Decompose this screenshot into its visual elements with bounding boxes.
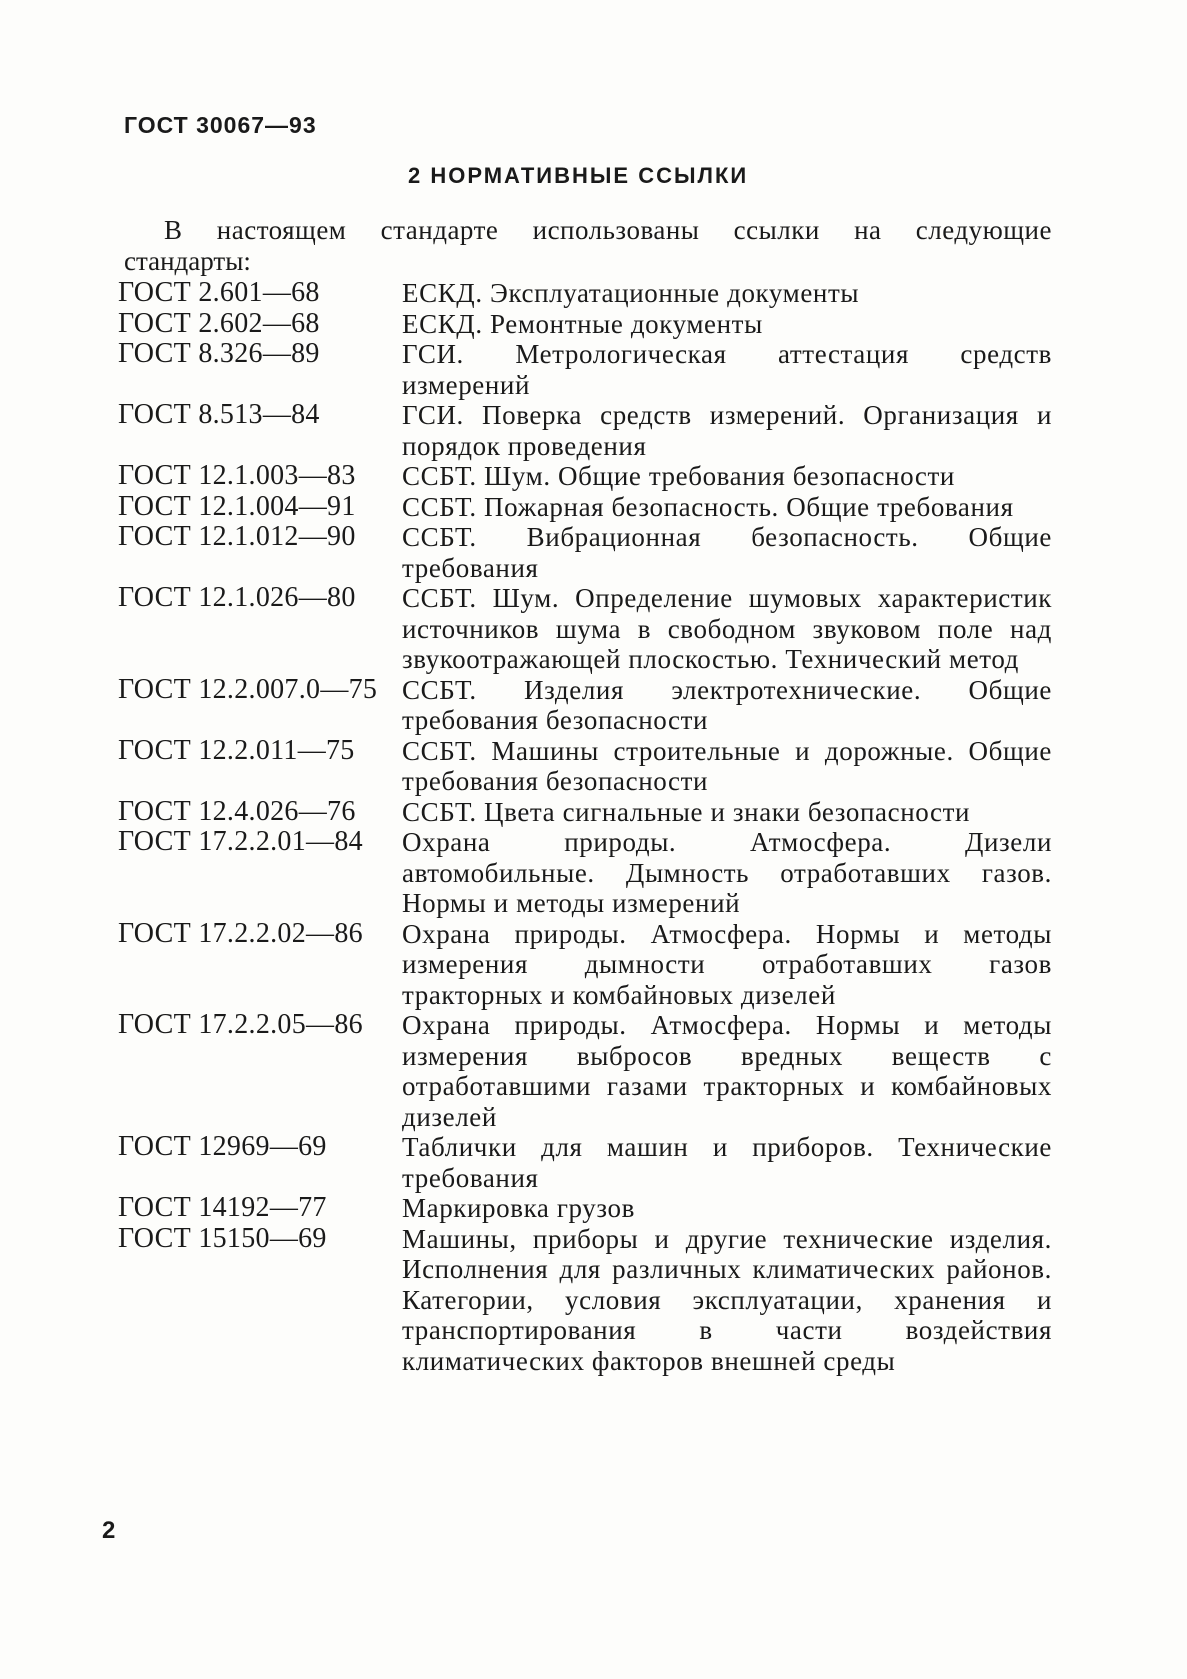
reference-row — [118, 461, 1058, 492]
reference-code: ГОСТ 12.4.026—76 — [118, 795, 356, 827]
reference-code: ГОСТ 15150—69 — [118, 1222, 327, 1254]
reference-code: ГОСТ 12.2.011—75 — [118, 734, 355, 766]
reference-row — [118, 919, 1058, 1011]
reference-code: ГОСТ 14192—77 — [118, 1192, 327, 1223]
reference-code: ГОСТ 12.1.003—83 — [118, 460, 356, 491]
reference-title: ССБТ. Цвета сигнальные и знаки безопасности — [402, 796, 971, 827]
reference-row — [118, 1224, 1058, 1377]
reference-title: ССБТ. Шум. Определение шумовых характеристик источников шума в свободном звуковом поле над звукоотражающей плоскостью. Технический метод — [402, 583, 1052, 674]
reference-row — [118, 1010, 1058, 1132]
reference-row — [118, 736, 1058, 797]
reference-row — [118, 339, 1058, 400]
reference-code: ГОСТ 12.1.012—90 — [118, 521, 356, 552]
reference-code: ГОСТ 8.513—84 — [118, 399, 320, 430]
reference-code: ГОСТ 2.602—68 — [118, 307, 320, 339]
reference-row — [118, 278, 1058, 309]
reference-title: ЕСКД. Ремонтные документы — [402, 308, 763, 339]
document-code-header: ГОСТ 30067—93 — [124, 112, 317, 138]
reference-title: ГСИ. Поверка средств измерений. Организация и порядок проведения — [402, 400, 1052, 461]
reference-code: ГОСТ 12.1.026—80 — [118, 582, 356, 613]
reference-title: Охрана природы. Атмосфера. Нормы и методы измерения дымности отработавших газов тракторных и комбайновых дизелей — [402, 918, 1052, 1010]
reference-row — [118, 675, 1058, 736]
reference-row — [118, 309, 1058, 340]
reference-code: ГОСТ 12.2.007.0—75 — [118, 673, 378, 705]
reference-row — [118, 797, 1058, 828]
section-title: 2 НОРМАТИВНЫЕ ССЫЛКИ — [408, 163, 749, 188]
reference-title: Машины, приборы и другие технические изделия. Исполнения для различных климатических районов. Категории, условия эксплуатации, хранения и транспортирования в части воздействия климатических факторов внешней среды — [402, 1223, 1052, 1376]
references-list — [118, 278, 1058, 1376]
reference-code: ГОСТ 12969—69 — [118, 1131, 327, 1162]
reference-title: ССБТ. Изделия электротехнические. Общие требования безопасности — [402, 674, 1052, 735]
reference-title: ССБТ. Машины строительные и дорожные. Общие требования безопасности — [402, 735, 1052, 796]
page-number: 2 — [102, 1517, 116, 1544]
reference-row — [118, 1132, 1058, 1193]
reference-title: Охрана природы. Атмосфера. Дизели автомобильные. Дымность отработавших газов. Нормы и методы измерений — [402, 827, 1052, 918]
reference-row — [118, 522, 1058, 583]
reference-row — [118, 400, 1058, 461]
reference-code: ГОСТ 8.326—89 — [118, 338, 320, 369]
reference-row — [118, 827, 1058, 919]
intro-line: В настоящем стандарте использованы ссылки на следующие — [164, 215, 1052, 245]
reference-row — [118, 583, 1058, 675]
reference-code: ГОСТ 12.1.004—91 — [118, 490, 356, 522]
reference-code: ГОСТ 17.2.2.05—86 — [118, 1009, 363, 1040]
reference-title: ССБТ. Пожарная безопасность. Общие требования — [402, 491, 1014, 522]
reference-title: ССБТ. Шум. Общие требования безопасности — [402, 461, 955, 491]
intro-paragraph — [124, 215, 1052, 277]
reference-title: Маркировка грузов — [402, 1193, 635, 1223]
reference-code: ГОСТ 17.2.2.01—84 — [118, 826, 363, 857]
reference-title: Таблички для машин и приборов. Технические требования — [402, 1132, 1052, 1193]
reference-title: Охрана природы. Атмосфера. Нормы и методы измерения выбросов вредных веществ с отработавшими газами тракторных и комбайновых дизелей — [402, 1010, 1052, 1132]
intro-line: стандарты: — [124, 246, 251, 276]
reference-title: ГСИ. Метрологическая аттестация средств измерений — [402, 339, 1052, 400]
reference-title: ЕСКД. Эксплуатационные документы — [402, 278, 860, 308]
reference-row — [118, 1193, 1058, 1224]
reference-code: ГОСТ 2.601—68 — [118, 277, 320, 308]
reference-row — [118, 492, 1058, 523]
reference-title: ССБТ. Вибрационная безопасность. Общие требования — [402, 522, 1052, 583]
reference-code: ГОСТ 17.2.2.02—86 — [118, 917, 363, 949]
